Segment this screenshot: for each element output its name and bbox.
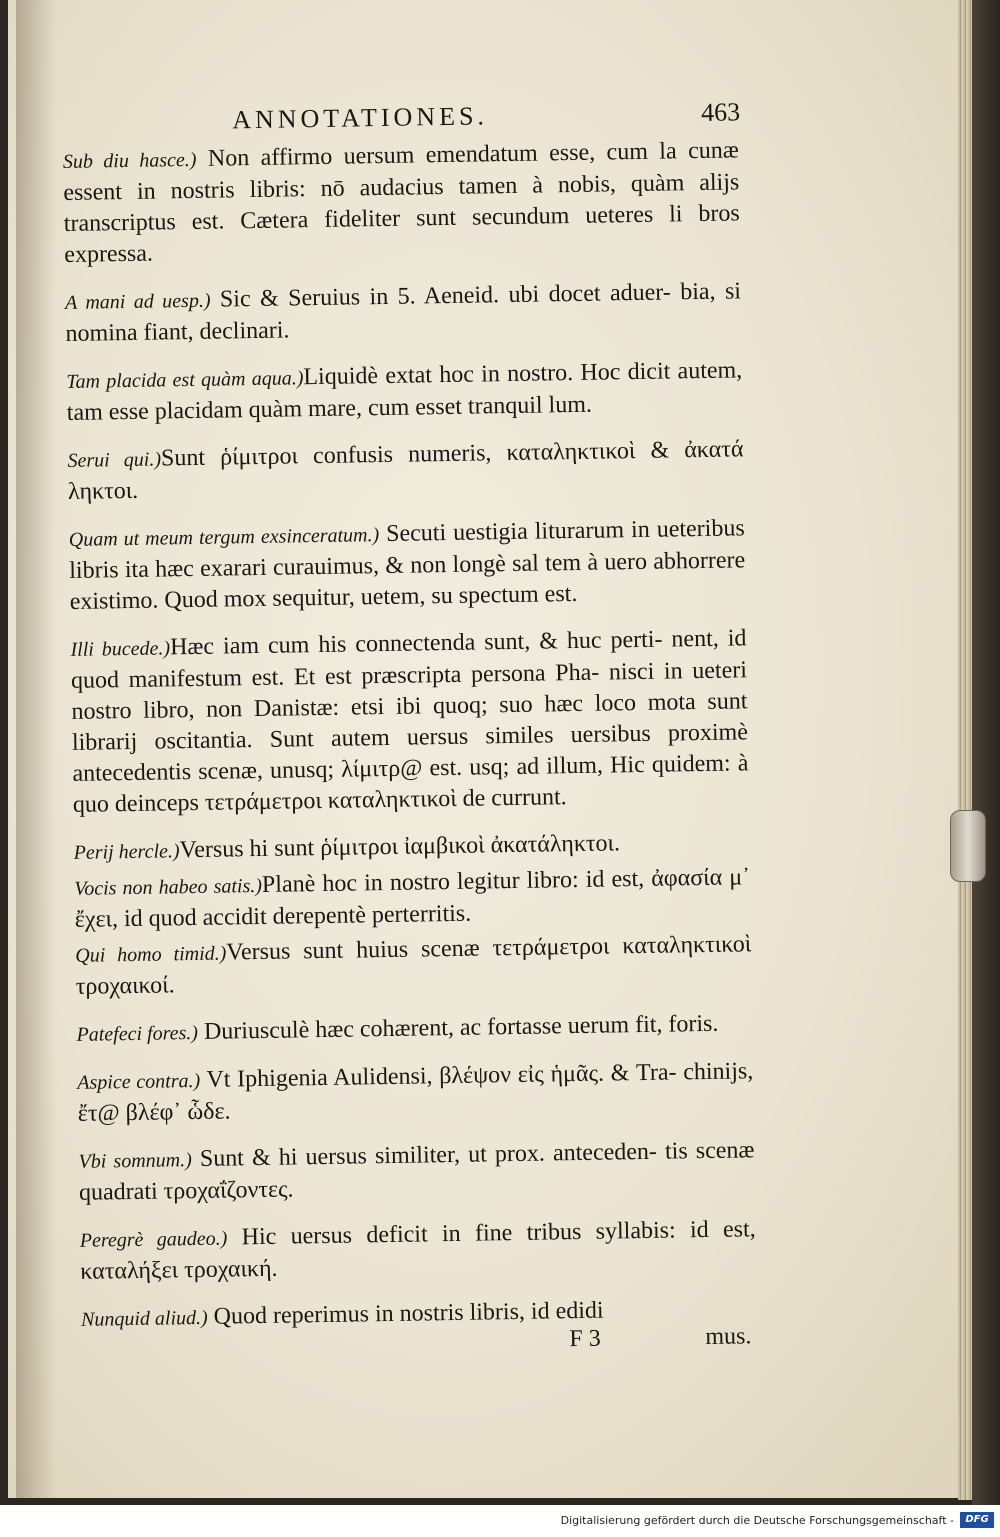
note-text: Sic & Seruius in 5. Aeneid. ubi docet aduer- bia, si nomina fiant, declinari. — [65, 278, 742, 347]
note-a-mani — [65, 276, 742, 350]
note-lemma: Tam placida est quàm aqua.) — [66, 367, 304, 393]
note-patefeci — [76, 1008, 752, 1051]
page-text-block — [62, 97, 758, 1367]
note-text: Sunt & hi uersus similiter, ut prox. anteceden- tis scenæ quadrati τροχαΐζοντες. — [78, 1137, 755, 1206]
page-number: 463 — [700, 97, 741, 127]
note-text: Hæc iam cum his connectenda sunt, & huc perti- nent, id quod manifestum est. Et est præscripta persona Pha- nisci in ueteri nostro libro, non Danistæ: etsi ibi quoq; suo hæc loco mota sunt librarij oscitantia. Sunt autem uersus similes uersibus proximè antecedentis scenæ, unusq; λίμιτρ@ est. usq; ad illum, Hic quidem: à quo deinceps τετράμετροι καταληκτικοὶ de currunt. — [70, 625, 749, 818]
note-qui-homo — [75, 929, 752, 1003]
note-text: Duriusculè hæc cohærent, ac fortasse uerum fit, foris. — [197, 1010, 719, 1045]
note-tam-placida — [66, 355, 743, 429]
catchword: mus. — [705, 1323, 752, 1351]
note-vbi-somnum — [78, 1135, 755, 1209]
note-lemma: Perij hercle.) — [73, 840, 180, 864]
funding-note: Digitalisierung gefördert durch die Deutsche Forschungsgemeinschaft - — [560, 1514, 954, 1527]
footer-bar — [0, 1505, 1000, 1537]
spine-shadow — [16, 0, 56, 1498]
note-text: Secuti uestigia liturarum in ueteribus libris ita hæc exarari curauimus, & non longè sal tem à uero abhorrere existimo. Quod mox sequitur, uetem, su spectum est. — [69, 515, 746, 615]
note-lemma: Vocis non habeo satis.) — [74, 874, 263, 900]
note-peregre — [80, 1214, 757, 1288]
note-lemma: Patefeci fores.) — [76, 1021, 199, 1046]
note-text: Hic uersus deficit in fine tribus syllabis: id est, καταλήξει τροχαική. — [80, 1216, 756, 1285]
note-text: Liquidè extat hoc in nostro. Hoc dicit autem, tam esse placidam quàm mare, cum esset tranquil lum. — [66, 357, 743, 426]
note-lemma: Peregrè gaudeo.) — [79, 1227, 228, 1252]
note-lemma: Qui homo timid.) — [75, 942, 227, 967]
dfg-logo: DFG — [960, 1512, 994, 1528]
note-serui-qui — [67, 434, 744, 508]
note-lemma: Sub diu hasce.) — [62, 148, 197, 173]
note-text: Versus sunt huius scenæ τετράμετροι καταληκτικοὶ τροχαικοί. — [75, 931, 752, 1000]
note-lemma: Vbi somnum.) — [78, 1149, 192, 1173]
note-text: Quod reperimus in nostris libris, id edidi — [207, 1297, 604, 1330]
note-quam-ut — [69, 513, 746, 618]
note-text: Versus hi sunt ῥίμιτροι ἰαμβικοὶ ἀκατάληκτοι. — [179, 830, 621, 864]
note-illi-bucede — [70, 623, 749, 821]
page-edge — [958, 0, 972, 1500]
note-sub-diu — [63, 135, 741, 271]
note-lemma: Serui qui.) — [67, 448, 162, 472]
running-title: ANNOTATIONES. — [231, 101, 489, 135]
note-text: Sunt ῥίμιτροι confusis numeris, καταληκτικοὶ & ἀκατά ληκτοι. — [67, 436, 744, 505]
note-lemma: Illi bucede.) — [70, 637, 171, 661]
cover-edge — [972, 0, 1000, 1505]
note-lemma: Quam ut meum tergum exsinceratum.) — [68, 524, 380, 551]
note-text: Vt Iphigenia Aulidensi, βλέψον εἰς ἡμᾶς. & Tra- chinijs, ἔτ@ βλέφ᾽ ὧδε. — [77, 1058, 754, 1127]
book-page — [8, 0, 968, 1498]
note-lemma: A mani ad uesp.) — [64, 289, 211, 314]
note-text: Non affirmo uersum emendatum esse, cum la cunæ essent in nostris libris: nō audacius tamen à nobis, quàm alijs transcriptus est. Cætera fideliter sunt secundum ueteres li bros expressa. — [63, 137, 740, 268]
signature-mark: F 3 — [569, 1325, 601, 1353]
note-aspice — [77, 1056, 754, 1130]
book-clasp — [950, 810, 986, 882]
note-lemma: Nunquid aliud.) — [80, 1306, 208, 1331]
note-perij-hercle — [73, 826, 749, 869]
note-vocis-non — [74, 862, 751, 936]
note-text: Planè hoc in nostro legitur libro: id est, ἀφασία μ᾽ ἔχει, id quod accidit derepentè perterritis. — [74, 864, 751, 933]
note-lemma: Aspice contra.) — [77, 1069, 201, 1094]
